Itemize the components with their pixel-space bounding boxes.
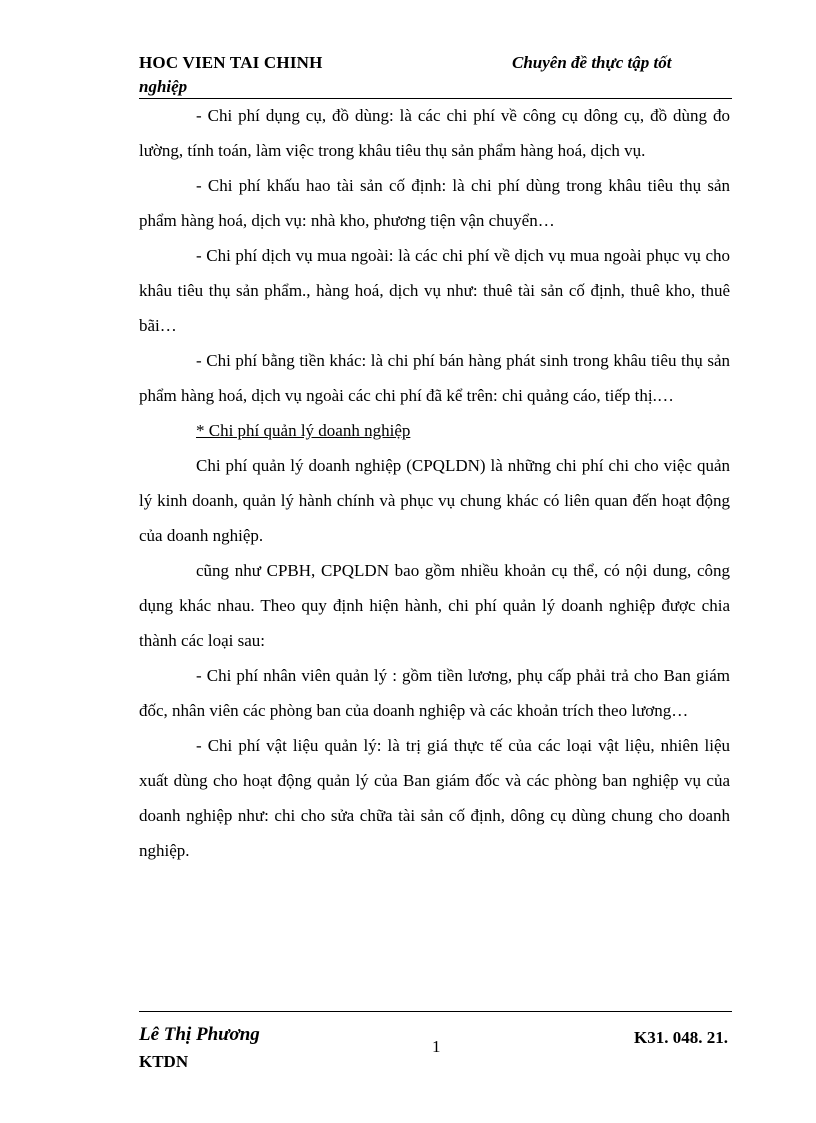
section-heading-wrapper: [139, 413, 730, 448]
footer-student-code: K31. 048. 21.: [634, 1028, 728, 1047]
paragraph-outsourced-service-costs: - Chi phí dịch vụ mua ngoài: là các chi phí về dịch vụ mua ngoài phục vụ cho khâu tiêu thụ sản phẩm., hàng hoá, dịch vụ như: thuê tài sản cố định, thuê kho, thuê bãi…: [139, 246, 730, 335]
section-heading: * Chi phí quản lý doanh nghiệp: [196, 421, 411, 440]
paragraph-management-cost-classification: cũng như CPBH, CPQLDN bao gồm nhiều khoản cụ thể, có nội dung, công dụng khác nhau. Theo quy định hiện hành, chi phí quản lý doanh nghiệp được chia thành các loại sau:: [139, 561, 730, 650]
paragraph-depreciation-costs: - Chi phí khấu hao tài sản cố định: là chi phí dùng trong khâu tiêu thụ sản phẩm hàng hoá, dịch vụ: nhà kho, phương tiện vận chuyển…: [139, 176, 730, 230]
page-header: [139, 50, 732, 99]
footer-department: KTDN: [139, 1052, 189, 1071]
header-institution: HOC VIEN TAI CHINH: [139, 53, 323, 72]
header-document-type-continuation: nghiệp: [139, 77, 188, 96]
paragraph-management-material-costs: - Chi phí vật liệu quản lý: là trị giá thực tế của các loại vật liệu, nhiên liệu xuất dùng cho hoạt động quản lý của Ban giám đốc và các phòng ban nghiệp vụ của doanh nghiệp như: chi cho sửa chữa tài sản cố định, dông cụ dùng chung cho doanh nghiệp.: [139, 736, 730, 860]
paragraph-tool-costs: - Chi phí dụng cụ, đồ dùng: là các chi phí về công cụ dông cụ, đồ dùng đo lường, tính toán, làm việc trong khâu tiêu thụ sản phẩm hàng hoá, dịch vụ.: [139, 106, 730, 160]
footer-author-name: Lê Thị Phương: [139, 1024, 260, 1045]
paragraph-management-staff-costs: - Chi phí nhân viên quản lý : gồm tiền lương, phụ cấp phải trả cho Ban giám đốc, nhân viên các phòng ban của doanh nghiệp và các khoản trích theo lương…: [139, 666, 730, 720]
footer-divider: [139, 1011, 732, 1012]
document-body: [139, 98, 730, 868]
header-document-type: Chuyên đề thực tập tốt: [512, 53, 672, 72]
paragraph-other-cash-costs: - Chi phí bằng tiền khác: là chi phí bán hàng phát sinh trong khâu tiêu thụ sản phẩm hàng hoá, dịch vụ ngoài các chi phí đã kể trên: chi quảng cáo, tiếp thị.…: [139, 351, 730, 405]
footer-page-number: 1: [432, 1037, 441, 1056]
paragraph-management-cost-definition: Chi phí quản lý doanh nghiệp (CPQLDN) là những chi phí chi cho việc quản lý kinh doanh, quản lý hành chính và phục vụ chung khác có liên quan đến hoạt động của doanh nghiệp.: [139, 456, 730, 545]
